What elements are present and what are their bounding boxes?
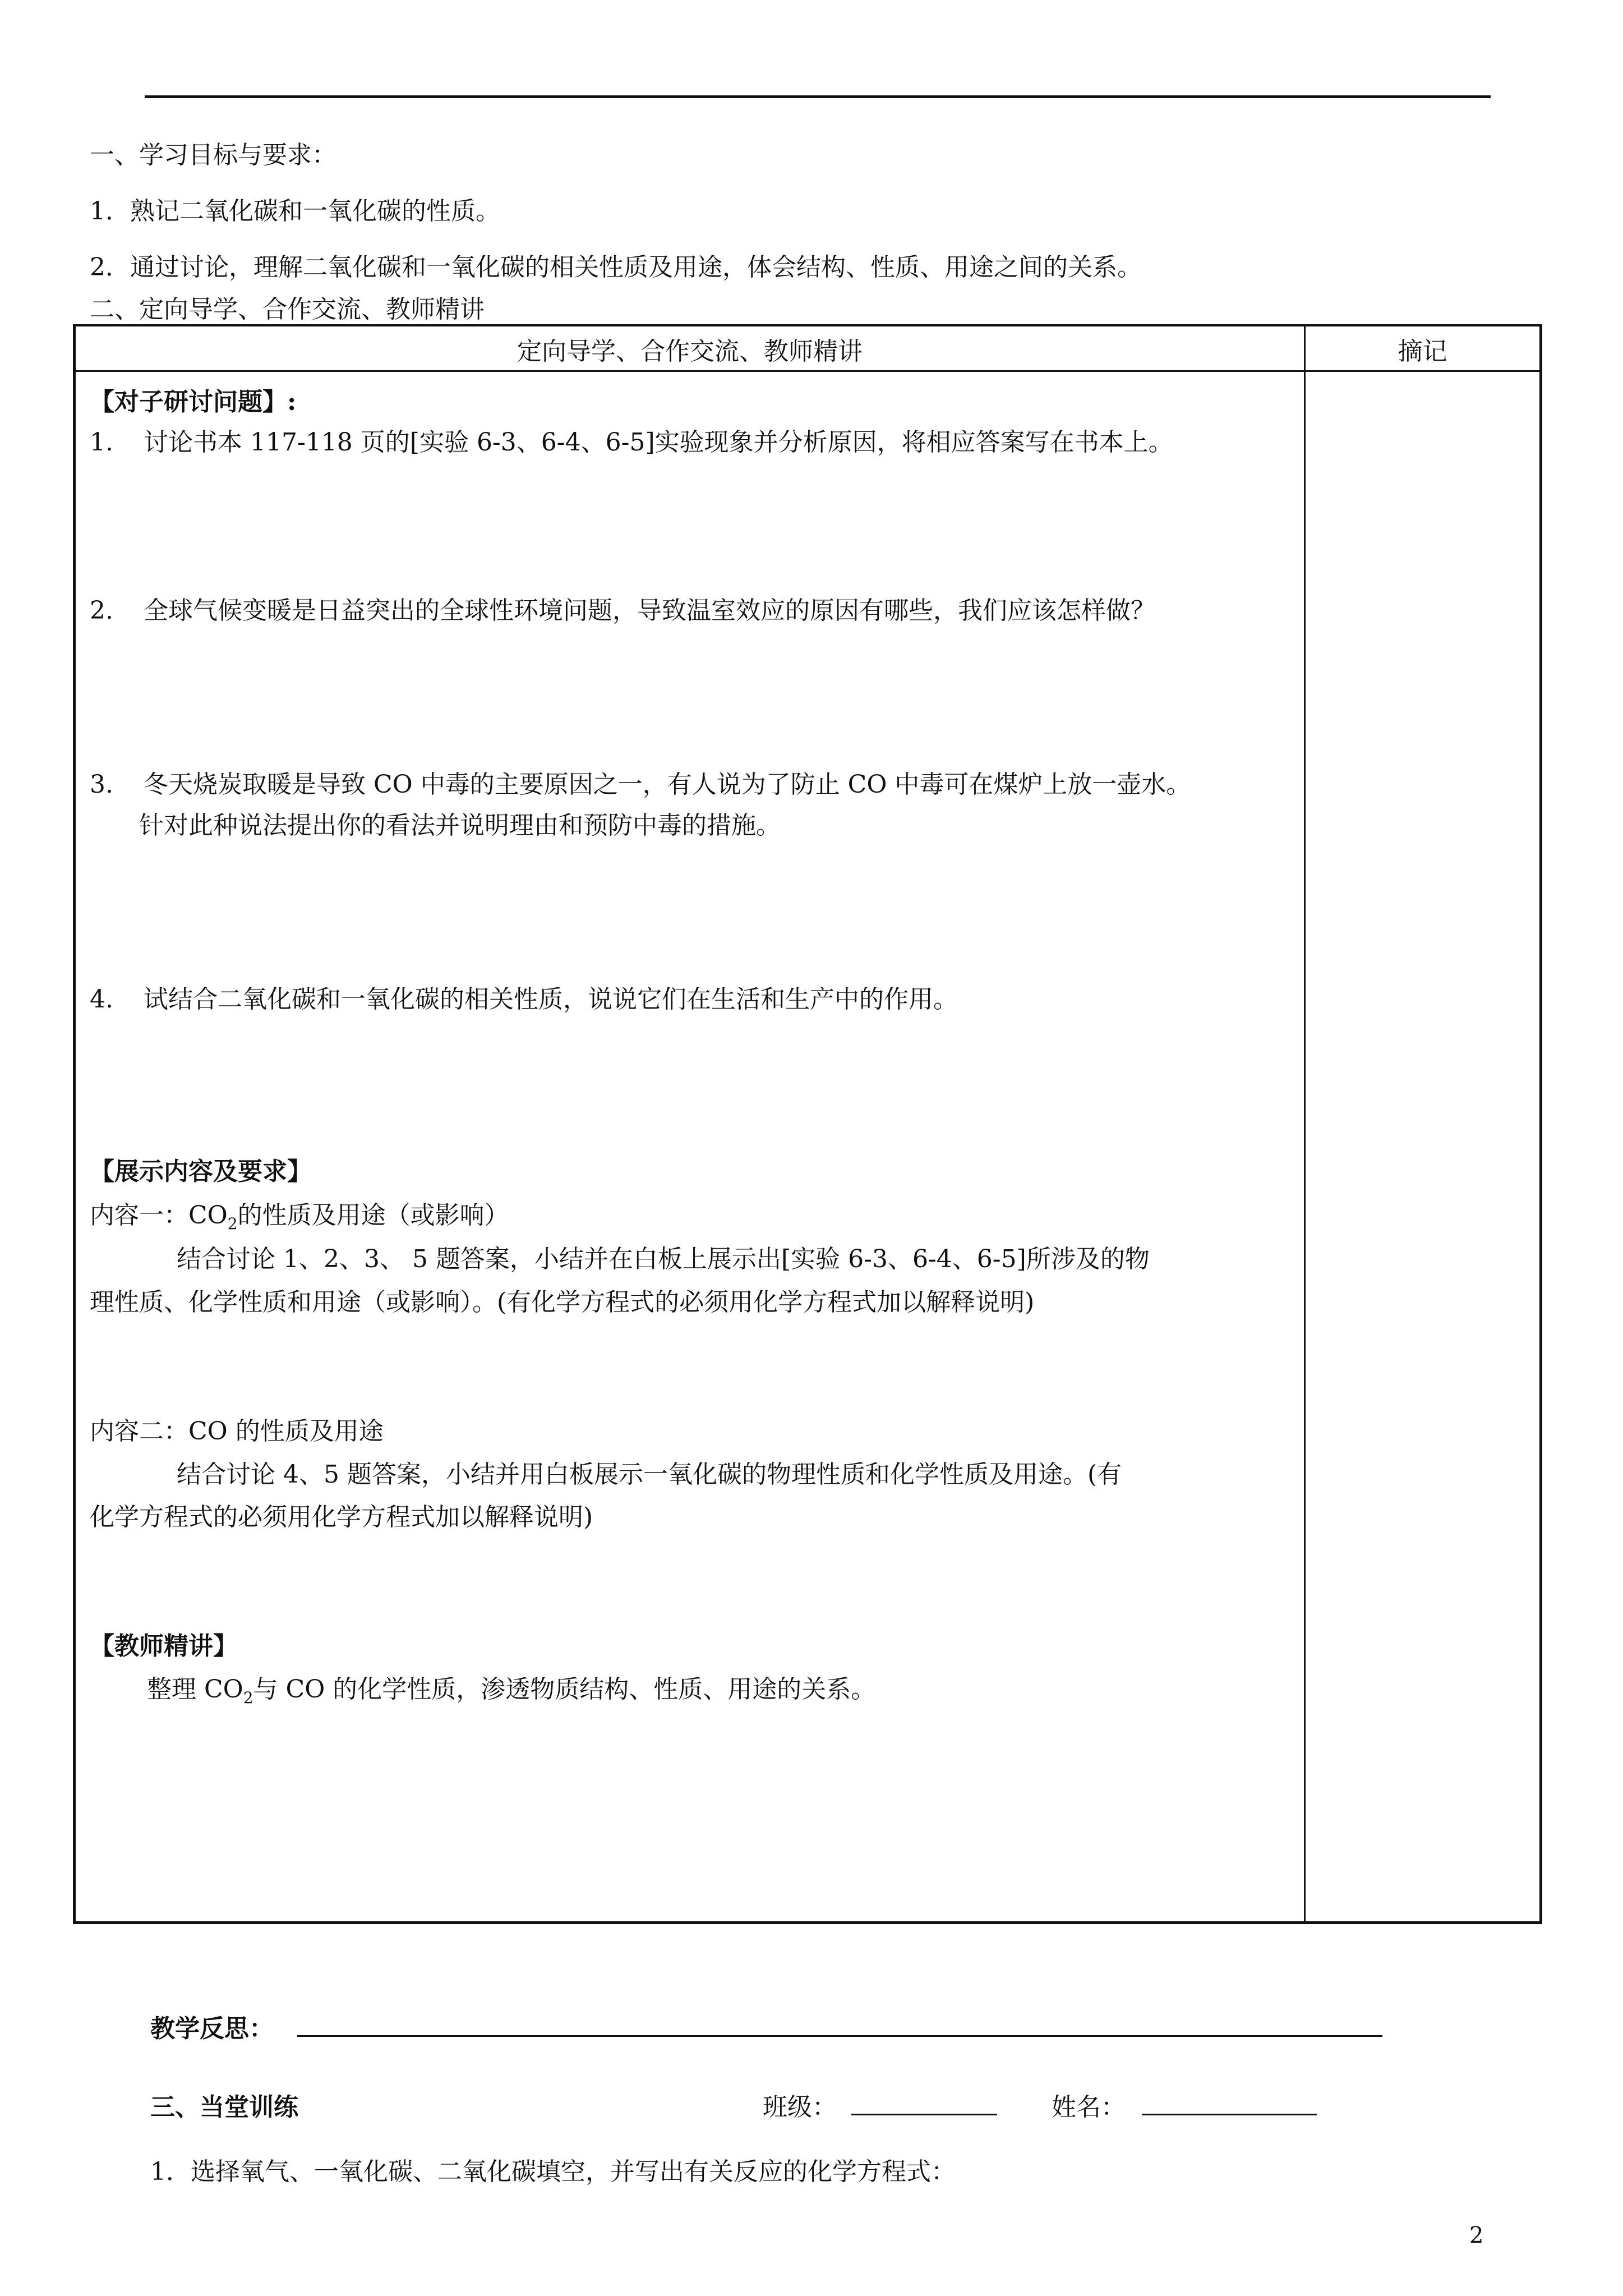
question-2-text: 全球气候变暖是日益突出的全球性环境问题，导致温室效应的原因有哪些，我们应该怎样做？ [143,596,1155,625]
question-3-text: 冬天烧炭取暖是导致 CO 中毒的主要原因之一，有人说为了防止 CO 中毒可在煤炉上放一壶水。 [143,770,1191,799]
content1-co2: CO [188,1201,228,1230]
question-3-number: 3. [90,770,113,799]
name-blank[interactable] [1142,2114,1317,2115]
question-4-number: 4. [90,985,113,1014]
question-1-text: 讨论书本 117-118 页的[实验 6-3、6-4、6-5]实验现象并分析原因，将相应答案写在书本上。 [143,428,1173,457]
header-rule [145,95,1491,98]
content2-line1: 结合讨论 4、5 题答案，小结并用白板展示一氧化碳的物理性质和化学性质及用途。(有 [177,1460,1122,1489]
content1-line1: 结合讨论 1、2、3、 5 题答案，小结并在白板上展示出[实验 6-3、6-4、6-5]所涉及的物 [177,1245,1150,1273]
teacher-post: 与 CO 的化学性质，渗透物质结构、性质、用途的关系。 [253,1675,876,1704]
teacher-pre: 整理 CO [147,1675,243,1704]
question-2 [90,590,1155,626]
display-title: 【展示内容及要求】 [90,1157,312,1186]
table-header-note: 摘记 [1398,337,1447,366]
content2-heading: 内容二：CO 的性质及用途 [90,1417,384,1446]
name-label: 姓名： [1052,2093,1126,2122]
question-2-number: 2. [90,596,113,625]
content1-subscript: 2 [227,1214,238,1233]
teacher-subscript: 2 [243,1688,253,1707]
practice-question-1: 1．选择氧气、一氧化碳、二氧化碳填空，并写出有关反应的化学方程式： [150,2157,956,2186]
question-1-number: 1. [90,428,113,457]
content1-label: 内容一： [90,1201,188,1230]
content1-heading [90,1195,509,1233]
goal-1: 1．熟记二氧化碳和一氧化碳的性质。 [90,197,500,226]
question-3 [90,764,1191,800]
section2-heading: 二、定向导学、合作交流、教师精讲 [90,295,485,324]
class-blank[interactable] [851,2114,997,2115]
content2-line2: 化学方程式的必须用化学方程式加以解释说明) [90,1503,593,1531]
page-number: 2 [1469,2223,1484,2248]
teacher-title: 【教师精讲】 [90,1632,238,1660]
content1-line2: 理性质、化学性质和用途（或影响）。(有化学方程式的必须用化学方程式加以解释说明) [90,1288,1035,1317]
content1-rest: 的性质及用途（或影响） [237,1201,509,1230]
question-4 [90,979,958,1015]
class-label: 班级： [763,2093,837,2122]
reflection-label: 教学反思： [150,2014,274,2043]
section3-heading: 三、当堂训练 [150,2093,298,2122]
teacher-text [147,1669,875,1707]
goal-2: 2．通过讨论，理解二氧化碳和一氧化碳的相关性质及用途，体会结构、性质、用途之间的关系。 [90,253,1142,282]
question-1 [90,422,1173,458]
reflection-blank[interactable] [297,2035,1382,2037]
section1-heading: 一、学习目标与要求： [90,141,336,169]
question-3-line2: 针对此种说法提出你的看法并说明理由和预防中毒的措施。 [139,811,781,840]
question-4-text: 试结合二氧化碳和一氧化碳的相关性质，说说它们在生活和生产中的作用。 [143,985,958,1014]
table-header-main: 定向导学、合作交流、教师精讲 [517,337,863,366]
discuss-title: 【对子研讨问题】: [90,388,297,416]
